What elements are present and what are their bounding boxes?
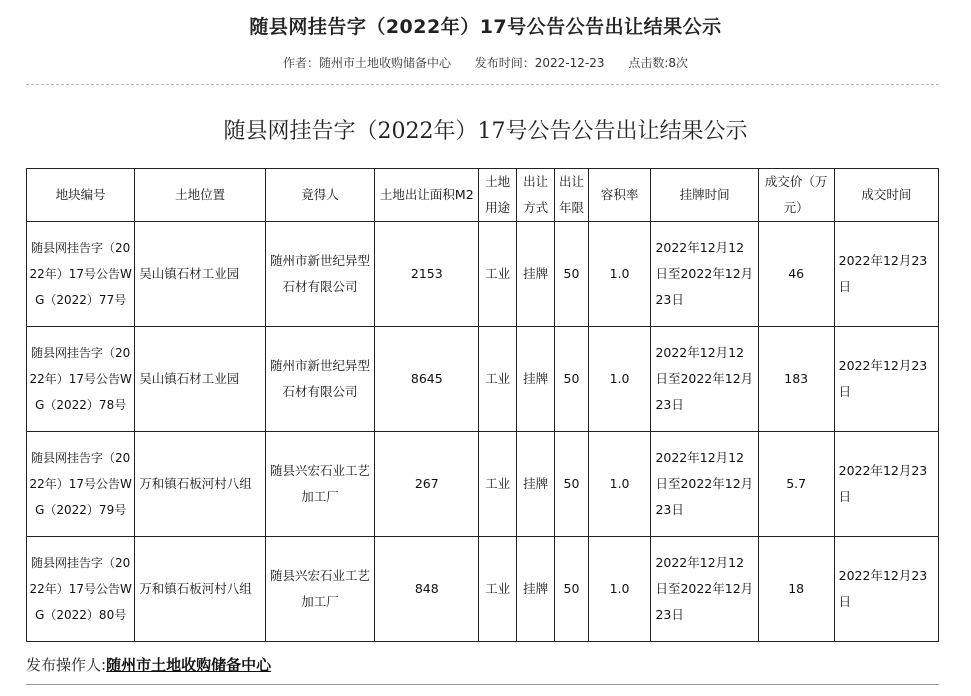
cell-plot-ratio: 1.0 (588, 222, 651, 327)
cell-winner: 随县兴宏石业工艺加工厂 (265, 537, 374, 642)
click-count-text: 点击数:8次 (628, 56, 689, 70)
cell-method: 挂牌 (516, 222, 554, 327)
cell-parcel-code: 随县网挂告字（2022年）17号公告WG（2022）79号 (27, 432, 135, 537)
col-header-plot-ratio: 容积率 (588, 169, 651, 222)
cell-method: 挂牌 (516, 432, 554, 537)
cell-plot-ratio: 1.0 (588, 537, 651, 642)
cell-location: 吴山镇石材工业园 (135, 327, 266, 432)
cell-plot-ratio: 1.0 (588, 327, 651, 432)
col-header-winner: 竟得人 (265, 169, 374, 222)
cell-deal-time: 2022年12月23日 (834, 222, 938, 327)
col-header-use: 土地用途 (479, 169, 516, 222)
cell-deal-time: 2022年12月23日 (834, 537, 938, 642)
cell-parcel-code: 随县网挂告字（2022年）17号公告WG（2022）77号 (27, 222, 135, 327)
cell-term: 50 (555, 327, 588, 432)
cell-term: 50 (555, 222, 588, 327)
table-row (27, 537, 939, 642)
cell-price: 5.7 (758, 432, 834, 537)
cell-winner: 随县兴宏石业工艺加工厂 (265, 432, 374, 537)
cell-location: 吴山镇石材工业园 (135, 222, 266, 327)
cell-parcel-code: 随县网挂告字（2022年）17号公告WG（2022）80号 (27, 537, 135, 642)
cell-listing-time: 2022年12月12日至2022年12月23日 (651, 222, 758, 327)
divider (26, 84, 939, 85)
divider (26, 684, 939, 685)
cell-parcel-code: 随县网挂告字（2022年）17号公告WG（2022）78号 (27, 327, 135, 432)
publish-time-text: 发布时间：2022-12-23 (474, 56, 605, 70)
cell-listing-time: 2022年12月12日至2022年12月23日 (651, 537, 758, 642)
cell-use: 工业 (479, 222, 516, 327)
col-header-location: 土地位置 (135, 169, 266, 222)
results-table (26, 168, 939, 642)
cell-deal-time: 2022年12月23日 (834, 432, 938, 537)
col-header-deal-time: 成交时间 (834, 169, 938, 222)
cell-listing-time: 2022年12月12日至2022年12月23日 (651, 432, 758, 537)
cell-winner: 随州市新世纪异型石材有限公司 (265, 327, 374, 432)
article-heading: 随县网挂告字（2022年）17号公告公告出让结果公示 (223, 119, 748, 144)
cell-area: 848 (375, 537, 479, 642)
cell-listing-time: 2022年12月12日至2022年12月23日 (651, 327, 758, 432)
cell-term: 50 (555, 537, 588, 642)
cell-price: 18 (758, 537, 834, 642)
cell-use: 工业 (479, 537, 516, 642)
cell-location: 万和镇石板河村八组 (135, 537, 266, 642)
cell-area: 8645 (375, 327, 479, 432)
cell-plot-ratio: 1.0 (588, 432, 651, 537)
table-row (27, 327, 939, 432)
cell-winner: 随州市新世纪异型石材有限公司 (265, 222, 374, 327)
col-header-parcel-code: 地块编号 (27, 169, 135, 222)
publisher-label: 发布操作人: (26, 656, 107, 674)
cell-method: 挂牌 (516, 327, 554, 432)
page-title: 随县网挂告字（2022年）17号公告公告出让结果公示 (249, 16, 722, 38)
cell-price: 46 (758, 222, 834, 327)
cell-location: 万和镇石板河村八组 (135, 432, 266, 537)
publisher-link[interactable]: 随州市土地收购储备中心 (106, 656, 272, 674)
cell-area: 267 (375, 432, 479, 537)
author-text: 作者：随州市土地收购储备中心 (282, 56, 451, 70)
col-header-listing-time: 挂牌时间 (651, 169, 758, 222)
col-header-term: 出让年限 (555, 169, 588, 222)
col-header-area: 土地出让面积M2 (375, 169, 479, 222)
article-meta (0, 54, 971, 71)
col-header-method: 出让方式 (516, 169, 554, 222)
col-header-price: 成交价（万元） (758, 169, 834, 222)
cell-area: 2153 (375, 222, 479, 327)
cell-term: 50 (555, 432, 588, 537)
cell-use: 工业 (479, 432, 516, 537)
table-row (27, 432, 939, 537)
publisher-line (26, 654, 271, 675)
cell-method: 挂牌 (516, 537, 554, 642)
cell-deal-time: 2022年12月23日 (834, 327, 938, 432)
cell-use: 工业 (479, 327, 516, 432)
cell-price: 183 (758, 327, 834, 432)
table-header-row (27, 169, 939, 222)
table-row (27, 222, 939, 327)
